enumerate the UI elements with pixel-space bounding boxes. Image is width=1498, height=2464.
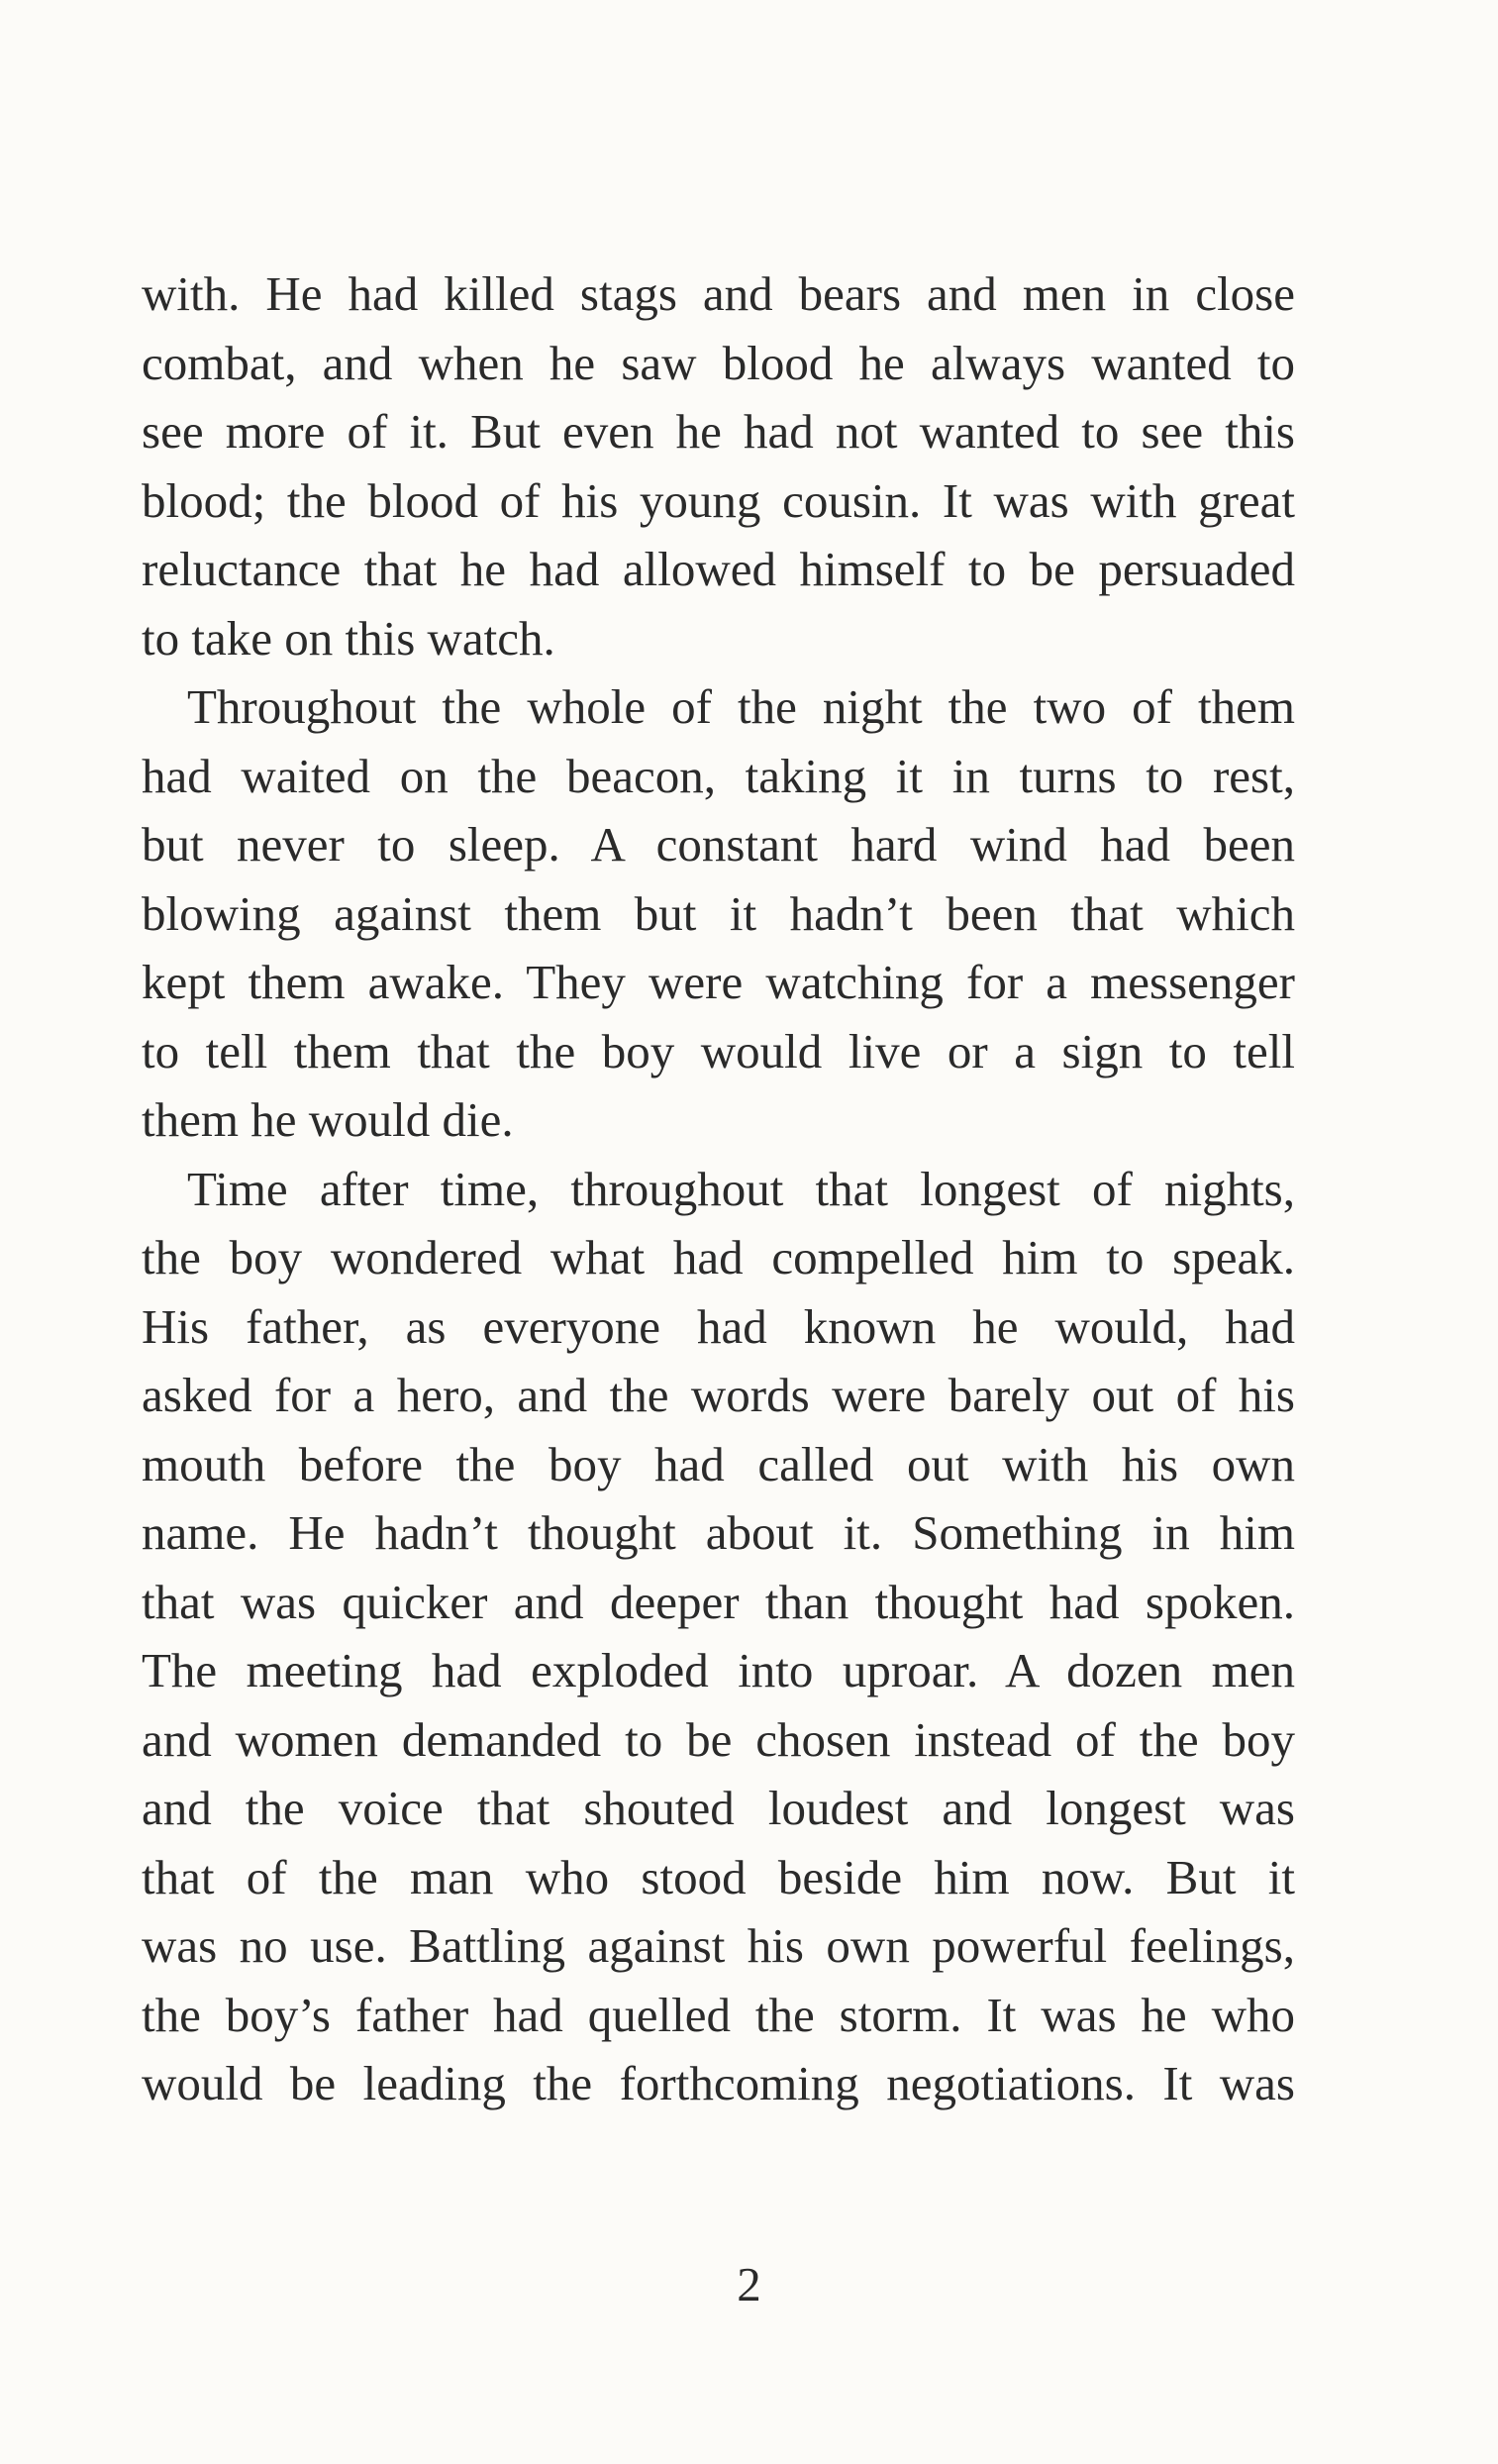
text-line: mouth before the boy had called out with his own (142, 1436, 1295, 1491)
text-line: but never to sleep. A constant hard wind had been (142, 817, 1295, 872)
text-line: Time after time, throughout that longest of nights, (187, 1161, 1295, 1216)
text-line: to take on this watch. (142, 610, 555, 666)
text-line: that of the man who stood beside him now. But it (142, 1849, 1295, 1904)
text-line: see more of it. But even he had not wanted to see this (142, 404, 1295, 459)
text-line: Throughout the whole of the night the two of them (187, 679, 1295, 734)
text-line: and women demanded to be chosen instead of the boy (142, 1711, 1295, 1767)
body-text (142, 259, 1295, 2118)
page-number: 2 (737, 2257, 761, 2311)
text-line: name. He hadn’t thought about it. Something in him (142, 1505, 1295, 1560)
text-line: the boy’s father had quelled the storm. It was he who (142, 1987, 1295, 2042)
text-line: blowing against them but it hadn’t been that which (142, 885, 1295, 941)
text-line: His father, as everyone had known he would, had (142, 1298, 1295, 1354)
text-line: was no use. Battling against his own powerful feelings, (142, 1918, 1295, 1973)
text-line: to tell them that the boy would live or a sign to tell (142, 1023, 1295, 1078)
text-line: would be leading the forthcoming negotiations. It was (142, 2056, 1295, 2110)
text-line: The meeting had exploded into uproar. A dozen men (142, 1643, 1295, 1697)
text-line: combat, and when he saw blood he always wanted to (142, 335, 1295, 390)
text-line: the boy wondered what had compelled him to speak. (142, 1230, 1295, 1284)
text-line: with. He had killed stags and bears and men in close (142, 266, 1295, 321)
text-line: asked for a hero, and the words were barely out of his (142, 1368, 1295, 1422)
text-line: that was quicker and deeper than thought had spoken. (142, 1574, 1295, 1629)
text-line: and the voice that shouted loudest and longest was (142, 1781, 1295, 1835)
text-line: reluctance that he had allowed himself to be persuaded (142, 542, 1295, 596)
text-line: had waited on the beacon, taking it in turns to rest, (142, 748, 1295, 803)
text-line: kept them awake. They were watching for a messenger (142, 955, 1295, 1009)
text-line: blood; the blood of his young cousin. It was with great (142, 472, 1295, 528)
text-line: them he would die. (142, 1092, 514, 1147)
